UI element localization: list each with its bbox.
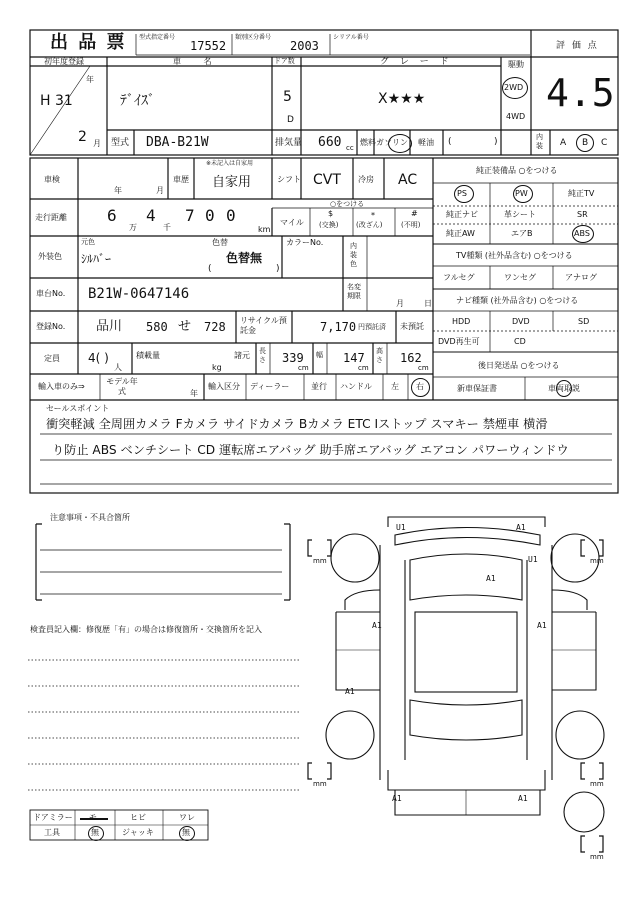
mileage-tamper-label: (改ざん)	[356, 221, 383, 229]
inspection-label: 車検	[44, 175, 60, 184]
name-change-day: 日	[424, 299, 432, 308]
grade-value: X★★★	[378, 91, 426, 107]
first-reg-label: 初年度登録	[44, 57, 84, 66]
mileage-unknown[interactable]: #	[411, 209, 418, 218]
equip-navi[interactable]: 純正ナビ	[446, 210, 478, 219]
import-parallel[interactable]: 並行	[311, 382, 327, 391]
chassis-value: B21W-0647146	[88, 286, 190, 302]
mileage-digit-1: 6	[107, 206, 117, 225]
damage-mark-front-right: A1	[516, 523, 526, 532]
inspector-title: 検査員記入欄：修復歴「有」の場合は修復箇所・交換箇所を記入	[30, 625, 262, 634]
height-value: 162	[400, 351, 422, 365]
car-name-value: ﾃﾞｲｽﾞ	[120, 93, 155, 109]
doors-value: 5	[283, 89, 292, 105]
equip-abs[interactable]: ABS	[574, 229, 590, 238]
mileage-digit-2: 4	[146, 206, 156, 225]
tv-title: TV種類 (社外品含む) ○をつける	[456, 251, 573, 260]
mileage-man: 万	[129, 223, 137, 232]
mileage-km: km	[258, 225, 271, 234]
first-reg-year-unit: 年	[86, 75, 94, 84]
mm-label-bottom-left: mm	[313, 780, 327, 788]
capacity-unit: 人	[114, 363, 122, 372]
equip-tv[interactable]: 純正TV	[568, 189, 595, 198]
handle-left[interactable]: 左	[391, 382, 399, 391]
tool-circle	[88, 826, 104, 841]
height-unit: cm	[418, 364, 429, 372]
recycle-unit: 円預託済	[358, 323, 386, 331]
jack-value[interactable]: 無	[182, 828, 190, 837]
model-label: 型式	[111, 138, 130, 148]
recycle-label: リサイクル預託金	[240, 316, 287, 335]
model-year-label: モデル年式	[106, 377, 138, 396]
next-day-title: 後日発送品 ○をつける	[478, 361, 560, 370]
score-label: 評 価 点	[556, 41, 599, 51]
chassis-label: 車台No.	[36, 289, 66, 298]
tool-value[interactable]: 無	[91, 828, 99, 837]
crack-label: ヒビ	[130, 813, 146, 822]
owner-manual[interactable]: 車両取説	[548, 384, 580, 393]
navi-hdd[interactable]: HDD	[452, 317, 471, 326]
mileage-label: 走行距離	[35, 213, 67, 222]
registration-label: 登録No.	[36, 322, 66, 331]
score-value: 4.5	[546, 71, 615, 115]
damage-mark-bumper-left: A1	[392, 794, 402, 803]
inspection-year-unit: 年	[114, 186, 122, 195]
owner-manual-circle	[556, 380, 572, 397]
notes-title: 注意事項・不具合箇所	[50, 513, 130, 522]
registration-class: 580	[146, 320, 168, 334]
history-value: 自家用	[212, 175, 252, 190]
name-change-label: 名変期限	[347, 283, 361, 300]
drive-2wd-circle	[502, 77, 528, 99]
first-reg-era-year: H 31	[40, 93, 73, 109]
form-title: 出 品 票	[50, 32, 127, 53]
original-color-label: 元色	[81, 238, 95, 246]
equip-ps-circle	[454, 185, 474, 203]
fuel-label: 燃料	[360, 138, 376, 147]
tv-fullseg[interactable]: フルセグ	[443, 273, 475, 282]
mileage-digit-5: 0	[226, 206, 236, 225]
class-no-value: 2003	[290, 39, 319, 53]
equip-abs-circle	[572, 225, 594, 243]
height-label: 高さ	[376, 347, 383, 364]
repaint-value: 色替無	[226, 251, 263, 265]
import-dealer[interactable]: ディーラー	[250, 382, 290, 391]
equip-pw[interactable]: PW	[515, 189, 528, 198]
equip-aw[interactable]: 純正AW	[446, 229, 475, 238]
warranty-book[interactable]: 新車保証書	[457, 384, 497, 393]
history-label: 車歴	[173, 175, 189, 184]
model-year-unit: 年	[190, 389, 198, 398]
length-value: 339	[282, 351, 304, 365]
ac-label: 冷房	[358, 175, 374, 184]
doors-label: ドア数	[274, 57, 295, 65]
color-label: 外装色	[38, 252, 62, 261]
recycle-value: 7,170	[320, 320, 357, 334]
displacement-value: 660	[318, 135, 342, 150]
navi-title: ナビ種類 (社外品含む) ○をつける	[456, 296, 579, 305]
damage-mark-rear-left: A1	[345, 687, 355, 696]
jack-circle	[179, 826, 195, 841]
load-label: 積載量	[136, 351, 160, 360]
recycle-unpaid[interactable]: 未預託	[400, 322, 424, 331]
mirror-label: ドアミラー	[33, 813, 73, 822]
sales-point-line-2: り防止 ABS ベンチシート CD 運転席エアバッグ 助手席エアバッグ エアコン パワーウィンドウ	[52, 443, 569, 457]
ac-value: AC	[398, 172, 418, 188]
serial-label: シリアル番号	[333, 34, 369, 41]
displacement-unit: cc	[346, 144, 354, 152]
sales-point-label: セールスポイント	[46, 404, 110, 413]
fuel-diesel[interactable]: 軽油	[418, 138, 434, 147]
handle-label: ハンドル	[340, 382, 372, 391]
fuel-gasoline-circle	[388, 134, 412, 153]
interior-grade-a[interactable]: A	[560, 138, 567, 148]
interior-grade-b[interactable]: B	[582, 138, 589, 148]
equip-pw-circle	[513, 185, 533, 203]
drive-2wd[interactable]: 2WD	[504, 83, 524, 92]
first-reg-month-unit: 月	[93, 139, 101, 148]
history-note: ※未記入は自家用	[206, 160, 254, 167]
jack-label: ジャッキ	[122, 828, 154, 837]
damage-mark-door-left: A1	[372, 621, 382, 630]
drive-label: 駆動	[508, 60, 524, 69]
length-label: 長さ	[259, 347, 266, 364]
handle-right[interactable]: 右	[416, 382, 424, 391]
width-value: 147	[343, 351, 365, 365]
mm-label-top-right: mm	[590, 557, 604, 565]
repaint-paren-close: )	[276, 264, 280, 274]
mileage-tamper[interactable]: *	[371, 211, 375, 220]
repaint-label: 色替	[212, 238, 228, 247]
length-unit: cm	[298, 364, 309, 372]
inspection-month-unit: 月	[156, 186, 164, 195]
handle-right-circle	[411, 378, 430, 397]
equip-sr[interactable]: SR	[577, 210, 588, 219]
mileage-unknown-label: (不明)	[401, 221, 421, 229]
sales-point-line-1: 衝突軽減 全周囲カメラ Fカメラ サイドカメラ Bカメラ ETC Iストップ スマキー 禁煙車 横滑	[46, 417, 548, 431]
tv-oneseg[interactable]: ワンセグ	[504, 273, 536, 282]
damage-mark-bumper-right: A1	[518, 794, 528, 803]
break-label: ワレ	[179, 813, 195, 822]
width-unit: cm	[358, 364, 369, 372]
capacity-label: 定員	[44, 354, 60, 363]
dvd-label: DVD再生可	[438, 337, 480, 346]
drive-4wd[interactable]: 4WD	[506, 112, 526, 121]
capacity-value: 4( )	[88, 351, 109, 365]
displacement-label: 排気量	[275, 138, 303, 148]
class-no-label: 類別区分番号	[235, 34, 272, 41]
interior-grade-b-circle	[576, 134, 594, 152]
navi-sd[interactable]: SD	[578, 317, 590, 326]
navi-dvd[interactable]: DVD	[512, 317, 530, 326]
name-change-month: 月	[396, 299, 404, 308]
mirror-strike	[80, 818, 108, 820]
fuel-gasoline[interactable]: ガソリン	[376, 138, 408, 147]
shift-value: CVT	[313, 172, 341, 188]
mileage-digit-4: 0	[205, 206, 215, 225]
damage-mark-hood: A1	[486, 574, 496, 583]
tv-analog[interactable]: アナログ	[565, 273, 597, 282]
shift-label: シフト	[277, 175, 301, 184]
load-unit: kg	[212, 363, 222, 372]
grade-label: グ レ ー ド	[380, 57, 453, 67]
mileage-exchange-label: (交換)	[319, 221, 339, 229]
registration-number: 728	[204, 320, 226, 334]
mileage-sen: 千	[163, 223, 171, 232]
equip-leather[interactable]: 革シート	[504, 210, 536, 219]
mm-label-top-left: mm	[313, 557, 327, 565]
mm-label-spare: mm	[590, 853, 604, 861]
mileage-circle-note: ○をつける	[330, 200, 365, 208]
registration-region: 品川	[96, 319, 123, 334]
import-label: 輸入車のみ⇒	[38, 382, 85, 391]
diesel-paren-close: )	[494, 137, 498, 147]
interior-label: 内装	[536, 133, 543, 150]
diesel-paren-open: (	[448, 137, 452, 147]
equipment-title: 純正装備品 ○をつける	[476, 166, 558, 175]
tool-label: 工具	[44, 828, 60, 837]
registration-kana: せ	[178, 319, 192, 334]
mileage-mile[interactable]: マイル	[280, 218, 304, 227]
door-type: D	[287, 115, 294, 125]
interior-grade-c[interactable]: C	[601, 138, 608, 148]
interior-color-label: 内装色	[350, 242, 357, 268]
damage-mark-fender-right: U1	[528, 555, 538, 564]
mileage-digit-3: 7	[185, 206, 195, 225]
import-class-label: 輸入区分	[208, 382, 240, 391]
damage-mark-front-left: U1	[396, 523, 406, 532]
first-reg-month: 2	[78, 129, 87, 145]
equip-airbag[interactable]: エアB	[511, 229, 533, 238]
mileage-exchange[interactable]: $	[328, 209, 334, 218]
model-no-label: 型式指定番号	[139, 34, 176, 41]
mm-label-bottom-right: mm	[590, 780, 604, 788]
cd-option[interactable]: CD	[514, 337, 526, 346]
car-damage-diagram	[326, 517, 604, 832]
color-no-label: カラーNo.	[286, 238, 324, 247]
car-name-label: 車 名	[173, 57, 222, 66]
model-no-value: 17552	[190, 39, 227, 53]
width-label: 幅	[316, 351, 323, 359]
dims-label: 諸元	[234, 351, 250, 360]
model-value: DBA-B21W	[146, 135, 209, 150]
equip-ps[interactable]: PS	[457, 189, 467, 198]
repaint-paren-open: (	[208, 264, 212, 274]
original-color-value: ｼﾙﾊﾞｰ	[81, 252, 112, 266]
damage-mark-door-right: A1	[537, 621, 547, 630]
